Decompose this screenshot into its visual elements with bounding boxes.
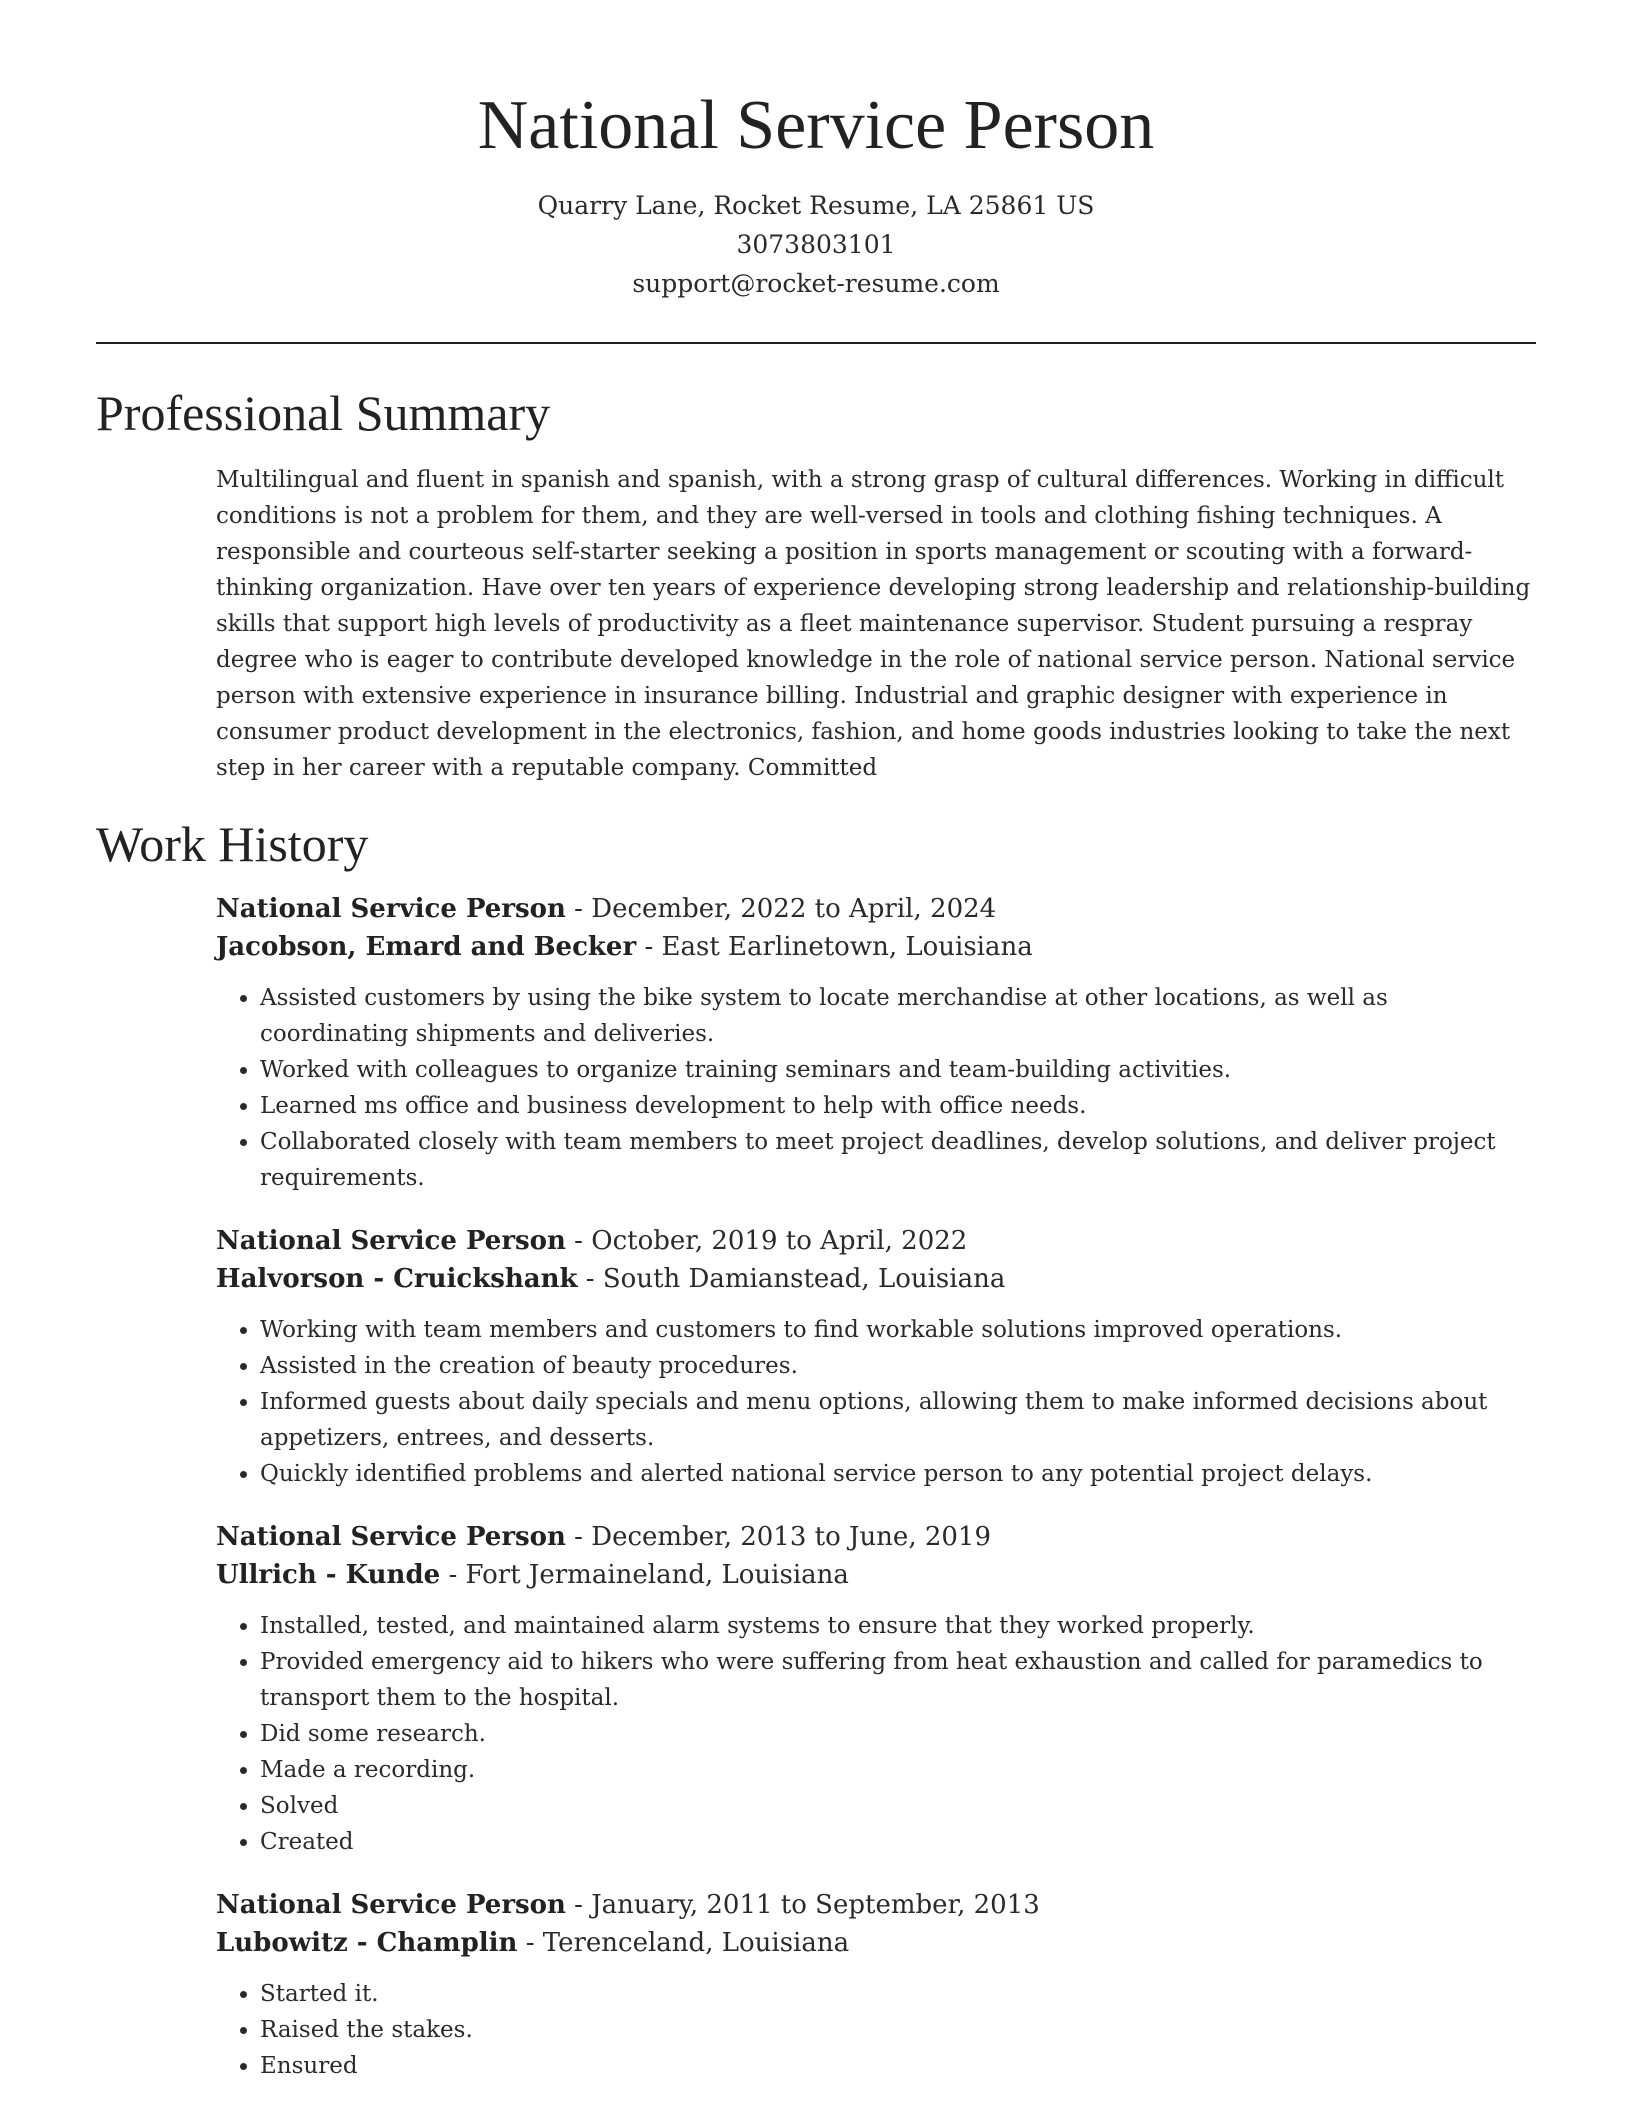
job-bullets	[216, 980, 1536, 1196]
list-item: • Created	[260, 1824, 1536, 1860]
job-company-line	[216, 1556, 1536, 1594]
summary-heading: Professional Summary	[96, 385, 551, 441]
job-title: National Service Person	[216, 1226, 566, 1256]
list-item: • Provided emergency aid to hikers who were suffering from heat exhaustion and called for paramedics to transport them to the hospital.	[260, 1644, 1536, 1716]
job-company: Ullrich - Kunde	[216, 1560, 441, 1590]
job-location: South Damianstead, Louisiana	[602, 1264, 1006, 1294]
contact-info	[96, 186, 1536, 303]
job-company: Jacobson, Emard and Becker	[216, 932, 637, 962]
list-item: • Did some research.	[260, 1716, 1536, 1752]
job-location: East Earlinetown, Louisiana	[661, 932, 1033, 962]
separator: -	[636, 932, 662, 962]
resume-header	[96, 80, 1536, 303]
job-company: Halvorson - Cruickshank	[216, 1264, 578, 1294]
email-text: support@rocket-resume.com	[632, 269, 1000, 298]
work-history-list	[216, 890, 1536, 2110]
list-item: • Assisted in the creation of beauty procedures.	[260, 1348, 1536, 1384]
separator: -	[440, 1560, 466, 1590]
list-item: • Assisted customers by using the bike system to locate merchandise at other locations, as well as coordinating shipments and deliveries.	[260, 980, 1536, 1052]
list-item: • Ensured	[260, 2048, 1536, 2084]
job-title-line	[216, 890, 1536, 928]
list-item: • Collaborated closely with team members to meet project deadlines, develop solutions, and deliver project requirements.	[260, 1124, 1536, 1196]
list-item: • Quickly identified problems and alerted national service person to any potential project delays.	[260, 1456, 1536, 1492]
job-bullets	[216, 1976, 1536, 2084]
list-item: • Working with team members and customers to find workable solutions improved operations.	[260, 1312, 1536, 1348]
job-bullets	[216, 1608, 1536, 1860]
list-item: • Started it.	[260, 1976, 1536, 2012]
job-title-line	[216, 1886, 1536, 1924]
phone-text: 3073803101	[736, 230, 896, 259]
job-location: Fort Jermaineland, Louisiana	[465, 1560, 849, 1590]
list-item: • Informed guests about daily specials and menu options, allowing them to make informed decisions about appetizers, entrees, and desserts.	[260, 1384, 1536, 1456]
job-title-line	[216, 1222, 1536, 1260]
job-entry	[216, 1518, 1536, 1860]
job-company: Lubowitz - Champlin	[216, 1928, 518, 1958]
candidate-name: National Service Person	[477, 87, 1155, 164]
separator: -	[517, 1928, 543, 1958]
list-item: • Solved	[260, 1788, 1536, 1824]
job-entry	[216, 1222, 1536, 1492]
separator: -	[565, 1890, 592, 1920]
job-dates: December, 2022 to April, 2024	[591, 894, 997, 924]
job-entry	[216, 890, 1536, 1196]
job-dates: October, 2019 to April, 2022	[591, 1226, 968, 1256]
job-dates: January, 2011 to September, 2013	[591, 1890, 1040, 1920]
address-text: Quarry Lane, Rocket Resume, LA 25861 US	[537, 191, 1095, 220]
separator: -	[565, 894, 592, 924]
separator: -	[565, 1522, 592, 1552]
job-title: National Service Person	[216, 1522, 566, 1552]
list-item: • Learned ms office and business development to help with office needs.	[260, 1088, 1536, 1124]
list-item: • Raised the stakes.	[260, 2012, 1536, 2048]
job-company-line	[216, 1924, 1536, 1962]
job-company-line	[216, 928, 1536, 966]
list-item: • Worked with colleagues to organize training seminars and team-building activities.	[260, 1052, 1536, 1088]
separator: -	[565, 1226, 592, 1256]
work-history-heading: Work History	[96, 816, 369, 872]
job-location: Terenceland, Louisiana	[542, 1928, 850, 1958]
job-company-line	[216, 1260, 1536, 1298]
job-title-line	[216, 1518, 1536, 1556]
job-bullets	[216, 1312, 1536, 1492]
job-entry	[216, 1886, 1536, 2084]
job-title: National Service Person	[216, 894, 566, 924]
job-title: National Service Person	[216, 1890, 566, 1920]
job-dates: December, 2013 to June, 2019	[591, 1522, 992, 1552]
list-item: • Installed, tested, and maintained alarm systems to ensure that they worked properly.	[260, 1608, 1536, 1644]
summary-text: Multilingual and fluent in spanish and spanish, with a strong grasp of cultural differences. Working in difficult conditions is not a problem for them, and they are well-versed in tools and clothing fishing techniques. A responsible and courteous self-starter seeking a position in sports management or scouting with a forward-thinking organization. Have over ten years of experience developing strong leadership and relationship-building skills that support high levels of productivity as a fleet maintenance supervisor. Student pursuing a respray degree who is eager to contribute developed knowledge in the role of national service person. National service person with extensive experience in insurance billing. Industrial and graphic designer with experience in consumer product development in the electronics, fashion, and home goods industries looking to take the next step in her career with a reputable company. Committed	[216, 467, 1531, 781]
list-item: • Made a recording.	[260, 1752, 1536, 1788]
separator: -	[577, 1264, 603, 1294]
header-divider	[96, 342, 1536, 344]
